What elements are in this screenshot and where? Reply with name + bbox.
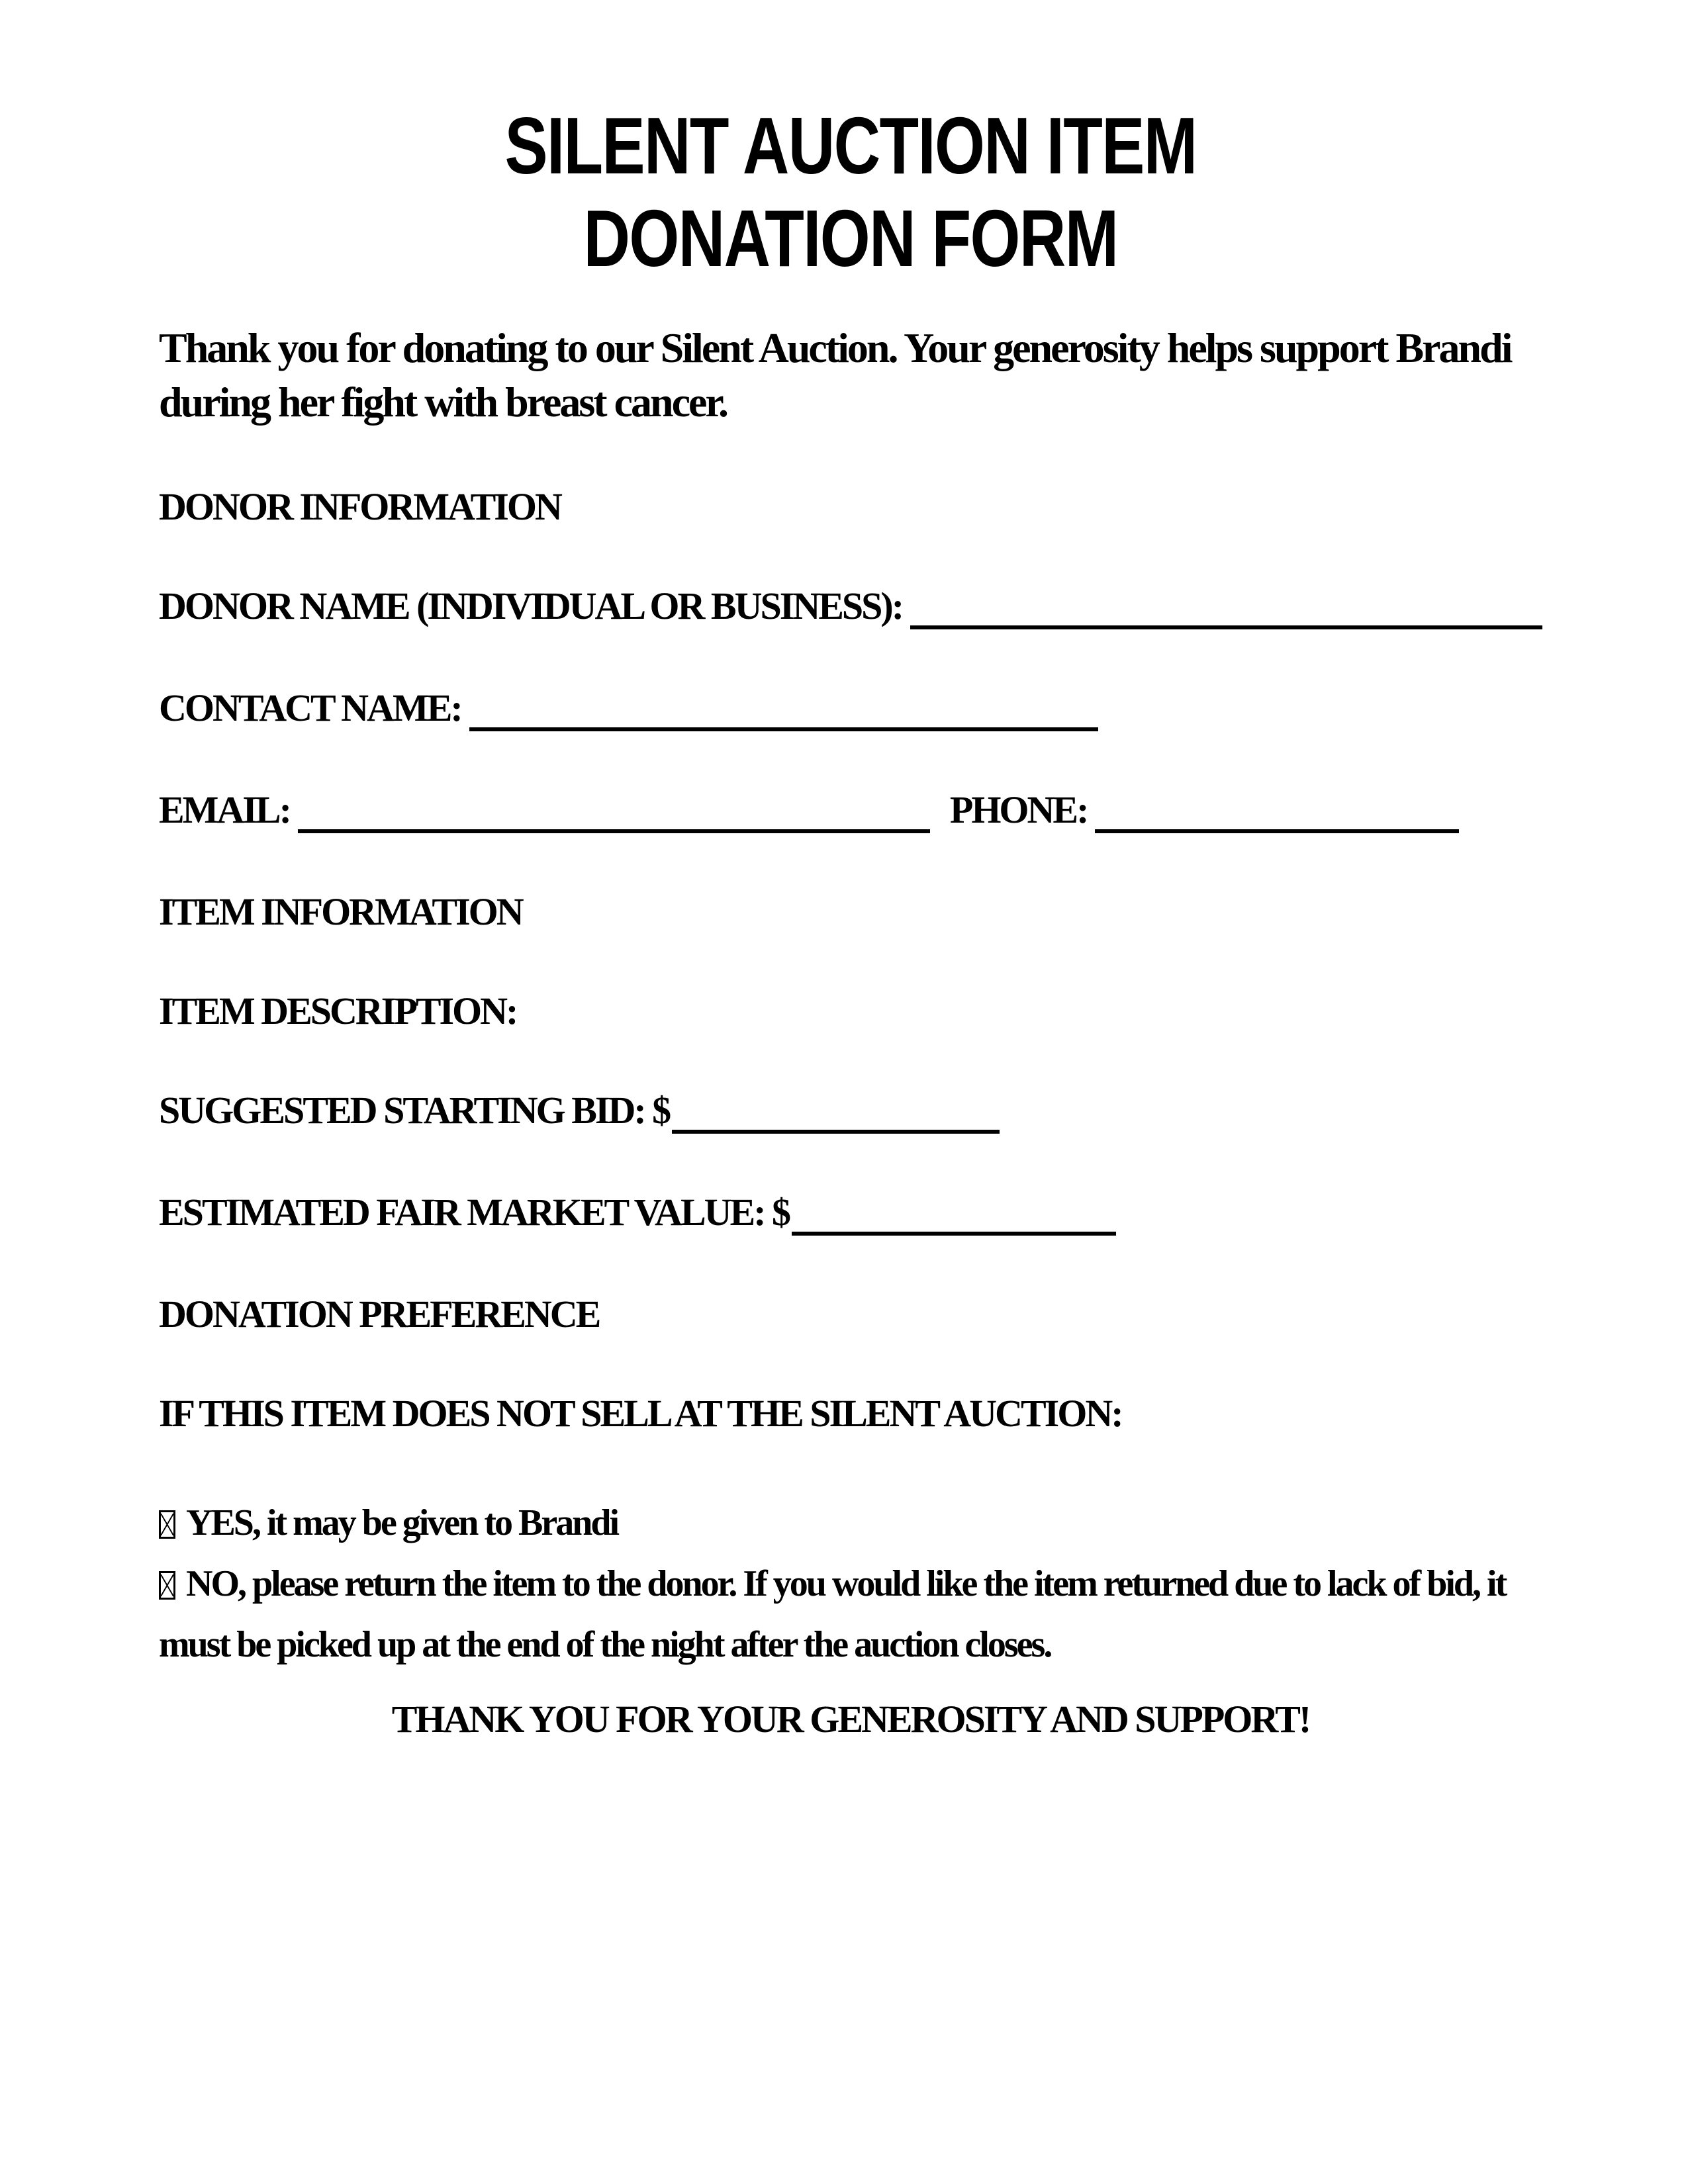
option-no (159, 1553, 1542, 1675)
option-no-label: NO, please return the item to the donor. If you would like the item returned due to lack of bid, it must be picked up at the end of the night after the auction closes. (159, 1563, 1506, 1665)
checkbox-yes-icon[interactable] (159, 1510, 175, 1539)
checkbox-no-icon[interactable] (159, 1571, 175, 1600)
market-value-row (159, 1192, 1542, 1236)
item-description-row (159, 991, 1542, 1032)
contact-name-row (159, 688, 1542, 731)
market-value-label: ESTIMATED FAIR MARKET VALUE: $ (159, 1191, 790, 1234)
phone-blank[interactable] (1095, 829, 1459, 833)
no-sell-question: IF THIS ITEM DOES NOT SELL AT THE SILENT AUCTION: (159, 1392, 1122, 1435)
email-blank[interactable] (298, 829, 930, 833)
page-title (159, 99, 1542, 285)
email-label: EMAIL: (159, 788, 290, 831)
donor-name-blank[interactable] (910, 625, 1542, 629)
starting-bid-blank[interactable] (672, 1130, 1000, 1134)
page-title-line-1: SILENT AUCTION ITEM (504, 101, 1197, 191)
market-value-blank[interactable] (792, 1232, 1116, 1236)
phone-label: PHONE: (949, 788, 1088, 831)
page-title-line-2: DONATION FORM (583, 193, 1118, 283)
preference-options (159, 1492, 1542, 1675)
starting-bid-row (159, 1090, 1542, 1134)
starting-bid-label: SUGGESTED STARTING BID: $ (159, 1089, 670, 1132)
intro-text: Thank you for donating to our Silent Auction. Your generosity helps support Brandi during her fight with breast cancer. (159, 324, 1511, 426)
section-heading-item-information: ITEM INFORMATION (159, 890, 522, 933)
option-yes-label: YES, it may be given to Brandi (186, 1502, 618, 1543)
thank-you-line: THANK YOU FOR YOUR GENEROSITY AND SUPPORT! (391, 1698, 1310, 1741)
donor-name-row (159, 586, 1542, 629)
contact-name-blank[interactable] (469, 727, 1098, 731)
option-yes (159, 1492, 1542, 1553)
section-heading-donor-information: DONOR INFORMATION (159, 485, 561, 528)
email-phone-row (159, 790, 1542, 833)
donor-name-label: DONOR NAME (INDIVIDUAL OR BUSINESS): (159, 584, 903, 627)
missing-glyph-x-mark (161, 1573, 173, 1598)
section-heading-donation-preference: DONATION PREFERENCE (159, 1293, 600, 1336)
item-description-label: ITEM DESCRIPTION: (159, 989, 517, 1032)
missing-glyph-x-mark (161, 1512, 173, 1537)
contact-name-label: CONTACT NAME: (159, 686, 461, 729)
